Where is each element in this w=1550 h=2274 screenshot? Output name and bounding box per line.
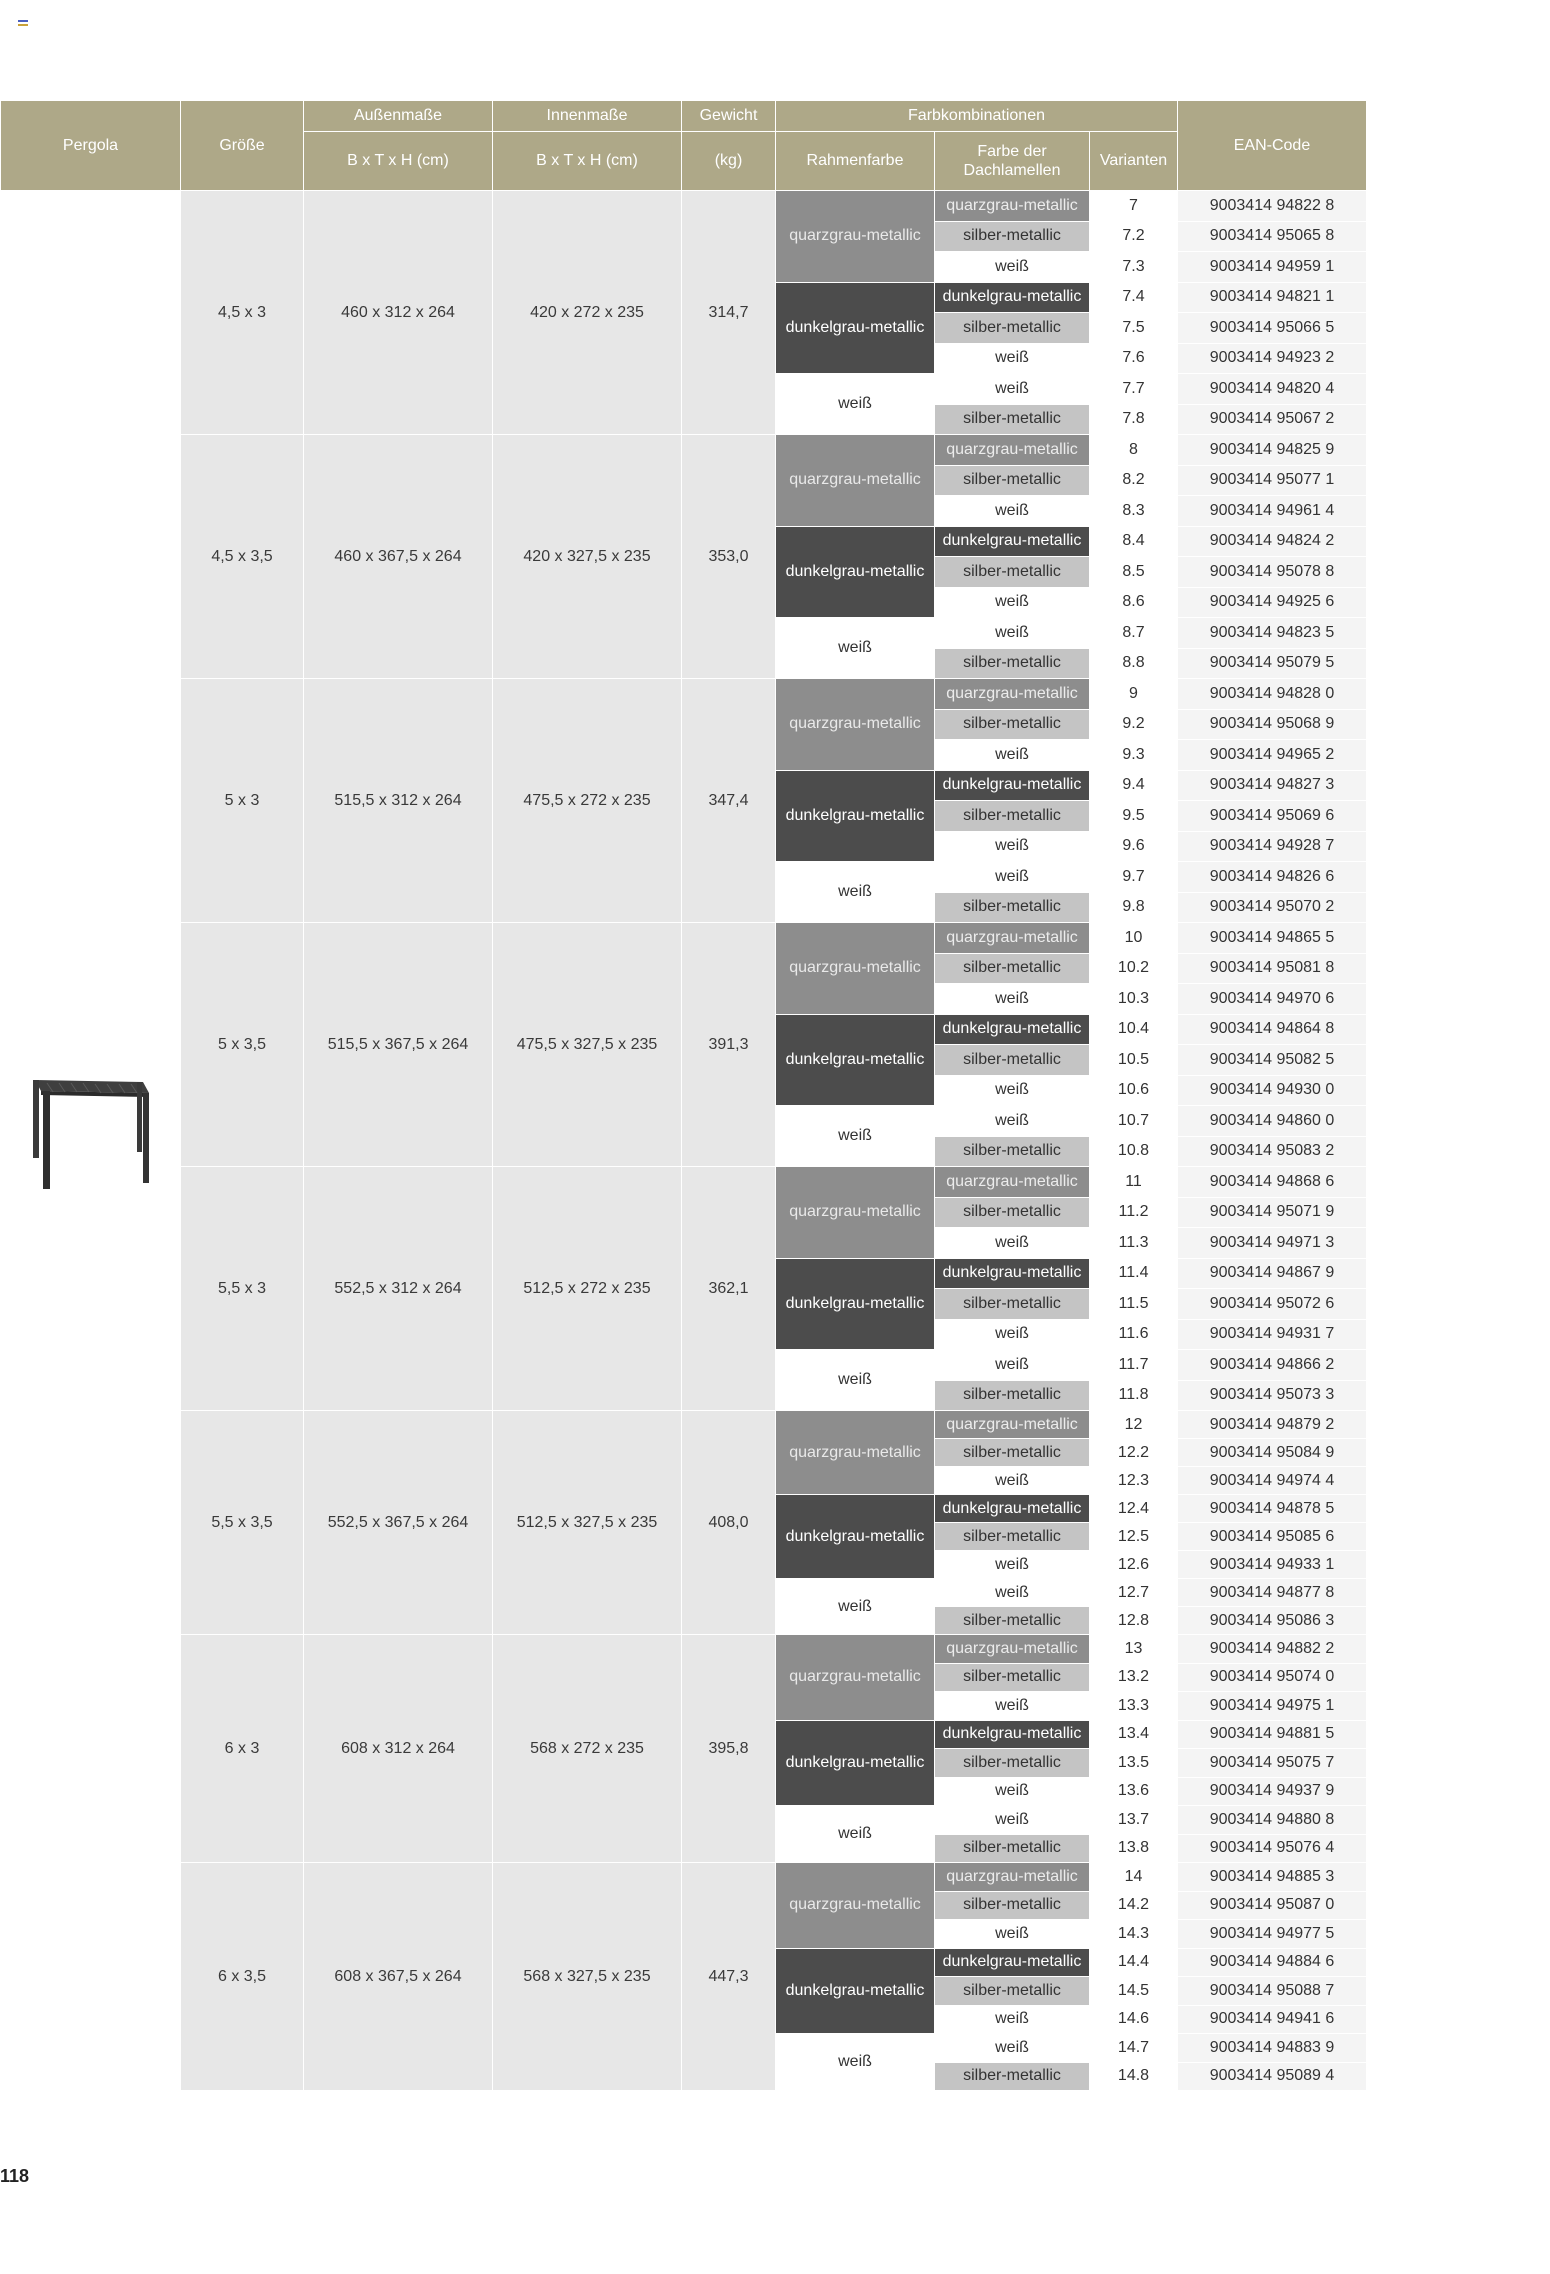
variant-cell: 12.5 (1090, 1523, 1178, 1551)
dachlamellen-cell: weiß (935, 862, 1090, 893)
dachlamellen-cell: dunkelgrau-metallic (935, 526, 1090, 557)
innen-cell: 420 x 327,5 x 235 (493, 435, 682, 679)
variant-cell: 11.4 (1090, 1258, 1178, 1289)
ean-cell: 9003414 95078 8 (1178, 557, 1367, 588)
gewicht-cell: 314,7 (682, 191, 776, 435)
header-farbkombinationen: Farbkombinationen (776, 101, 1178, 132)
ean-cell: 9003414 94877 8 (1178, 1579, 1367, 1607)
ean-cell: 9003414 95082 5 (1178, 1045, 1367, 1076)
ean-cell: 9003414 95065 8 (1178, 221, 1367, 252)
dachlamellen-cell: dunkelgrau-metallic (935, 1258, 1090, 1289)
variant-cell: 12.3 (1090, 1467, 1178, 1495)
variant-cell: 8 (1090, 435, 1178, 466)
gewicht-cell: 391,3 (682, 923, 776, 1167)
size-cell: 4,5 x 3,5 (181, 435, 304, 679)
size-cell: 6 x 3 (181, 1635, 304, 1863)
ean-cell: 9003414 94931 7 (1178, 1319, 1367, 1350)
rahmenfarbe-cell: quarzgrau-metallic (776, 1167, 935, 1259)
table-row (1, 679, 1367, 710)
menu-icon[interactable] (18, 20, 28, 28)
variant-cell: 10.4 (1090, 1014, 1178, 1045)
dachlamellen-cell: dunkelgrau-metallic (935, 1948, 1090, 1977)
dachlamellen-cell: silber-metallic (935, 1197, 1090, 1228)
dachlamellen-cell: silber-metallic (935, 1663, 1090, 1692)
variant-cell: 9.7 (1090, 862, 1178, 893)
dachlamellen-cell: weiß (935, 984, 1090, 1015)
variant-cell: 8.6 (1090, 587, 1178, 618)
variant-cell: 12.2 (1090, 1439, 1178, 1467)
dachlamellen-cell: weiß (935, 740, 1090, 771)
ean-cell: 9003414 94827 3 (1178, 770, 1367, 801)
ean-cell: 9003414 94822 8 (1178, 191, 1367, 222)
dachlamellen-cell: silber-metallic (935, 1834, 1090, 1863)
variant-cell: 7.8 (1090, 404, 1178, 435)
size-cell: 6 x 3,5 (181, 1863, 304, 2091)
dachlamellen-cell: silber-metallic (935, 953, 1090, 984)
dachlamellen-cell: silber-metallic (935, 1289, 1090, 1320)
dachlamellen-cell: weiß (935, 1075, 1090, 1106)
ean-cell: 9003414 94965 2 (1178, 740, 1367, 771)
dachlamellen-cell: silber-metallic (935, 2062, 1090, 2091)
header-gewicht-unit: (kg) (682, 132, 776, 191)
size-cell: 5,5 x 3,5 (181, 1411, 304, 1635)
table-row (1, 1635, 1367, 1664)
ean-cell: 9003414 94860 0 (1178, 1106, 1367, 1137)
rahmenfarbe-cell: weiß (776, 374, 935, 435)
gewicht-cell: 362,1 (682, 1167, 776, 1411)
variant-cell: 9.3 (1090, 740, 1178, 771)
rahmenfarbe-cell: weiß (776, 862, 935, 923)
dachlamellen-cell: silber-metallic (935, 709, 1090, 740)
ean-cell: 9003414 95077 1 (1178, 465, 1367, 496)
header-aussenmasse: Außenmaße (304, 101, 493, 132)
variant-cell: 11.5 (1090, 1289, 1178, 1320)
ean-cell: 9003414 95085 6 (1178, 1523, 1367, 1551)
dachlamellen-cell: quarzgrau-metallic (935, 435, 1090, 466)
innen-cell: 512,5 x 272 x 235 (493, 1167, 682, 1411)
variant-cell: 9.2 (1090, 709, 1178, 740)
variant-cell: 12 (1090, 1411, 1178, 1439)
dachlamellen-cell: silber-metallic (935, 1523, 1090, 1551)
rahmenfarbe-cell: quarzgrau-metallic (776, 435, 935, 527)
dachlamellen-cell: weiß (935, 831, 1090, 862)
ean-cell: 9003414 95073 3 (1178, 1380, 1367, 1411)
ean-cell: 9003414 95071 9 (1178, 1197, 1367, 1228)
dachlamellen-cell: weiß (935, 587, 1090, 618)
dachlamellen-cell: dunkelgrau-metallic (935, 1495, 1090, 1523)
variant-cell: 7 (1090, 191, 1178, 222)
ean-cell: 9003414 94828 0 (1178, 679, 1367, 710)
rahmenfarbe-cell: quarzgrau-metallic (776, 191, 935, 283)
variant-cell: 11.6 (1090, 1319, 1178, 1350)
variant-cell: 12.8 (1090, 1607, 1178, 1635)
dachlamellen-cell: weiß (935, 1579, 1090, 1607)
table-row (1, 923, 1367, 954)
variant-cell: 12.7 (1090, 1579, 1178, 1607)
variant-cell: 13.3 (1090, 1692, 1178, 1721)
ean-cell: 9003414 94824 2 (1178, 526, 1367, 557)
dachlamellen-cell: weiß (935, 1106, 1090, 1137)
variant-cell: 14.8 (1090, 2062, 1178, 2091)
ean-cell: 9003414 94930 0 (1178, 1075, 1367, 1106)
dachlamellen-cell: quarzgrau-metallic (935, 1863, 1090, 1892)
header-gewicht: Gewicht (682, 101, 776, 132)
dachlamellen-cell: quarzgrau-metallic (935, 679, 1090, 710)
dachlamellen-cell: silber-metallic (935, 221, 1090, 252)
size-cell: 5 x 3 (181, 679, 304, 923)
dachlamellen-cell: weiß (935, 252, 1090, 283)
variant-cell: 11 (1090, 1167, 1178, 1198)
variant-cell: 10.2 (1090, 953, 1178, 984)
dachlamellen-cell: weiß (935, 1551, 1090, 1579)
ean-cell: 9003414 94974 4 (1178, 1467, 1367, 1495)
header-pergola: Pergola (1, 101, 181, 191)
variant-cell: 11.8 (1090, 1380, 1178, 1411)
header-rahmenfarbe: Rahmenfarbe (776, 132, 935, 191)
variant-cell: 10.8 (1090, 1136, 1178, 1167)
dachlamellen-cell: silber-metallic (935, 1380, 1090, 1411)
innen-cell: 475,5 x 327,5 x 235 (493, 923, 682, 1167)
innen-cell: 568 x 272 x 235 (493, 1635, 682, 1863)
variant-cell: 10.5 (1090, 1045, 1178, 1076)
rahmenfarbe-cell: weiß (776, 1106, 935, 1167)
ean-cell: 9003414 95072 6 (1178, 1289, 1367, 1320)
ean-cell: 9003414 95067 2 (1178, 404, 1367, 435)
aussen-cell: 608 x 367,5 x 264 (304, 1863, 493, 2091)
ean-cell: 9003414 94868 6 (1178, 1167, 1367, 1198)
dachlamellen-cell: silber-metallic (935, 1439, 1090, 1467)
variant-cell: 14 (1090, 1863, 1178, 1892)
header-dachlamellen: Farbe der Dachlamellen (935, 132, 1090, 191)
rahmenfarbe-cell: dunkelgrau-metallic (776, 1948, 935, 2034)
dachlamellen-cell: silber-metallic (935, 1607, 1090, 1635)
gewicht-cell: 447,3 (682, 1863, 776, 2091)
variant-cell: 9.8 (1090, 892, 1178, 923)
variant-cell: 13.6 (1090, 1777, 1178, 1806)
rahmenfarbe-cell: dunkelgrau-metallic (776, 1495, 935, 1579)
dachlamellen-cell: weiß (935, 2034, 1090, 2063)
ean-cell: 9003414 94885 3 (1178, 1863, 1367, 1892)
rahmenfarbe-cell: quarzgrau-metallic (776, 1411, 935, 1495)
dachlamellen-cell: silber-metallic (935, 1891, 1090, 1920)
variant-cell: 7.4 (1090, 282, 1178, 313)
dachlamellen-cell: weiß (935, 1319, 1090, 1350)
dachlamellen-cell: silber-metallic (935, 648, 1090, 679)
pergola-product-image (25, 1075, 155, 1190)
size-cell: 4,5 x 3 (181, 191, 304, 435)
dachlamellen-cell: weiß (935, 2005, 1090, 2034)
gewicht-cell: 395,8 (682, 1635, 776, 1863)
ean-cell: 9003414 94937 9 (1178, 1777, 1367, 1806)
rahmenfarbe-cell: quarzgrau-metallic (776, 923, 935, 1015)
ean-cell: 9003414 95068 9 (1178, 709, 1367, 740)
aussen-cell: 552,5 x 312 x 264 (304, 1167, 493, 1411)
ean-cell: 9003414 94975 1 (1178, 1692, 1367, 1721)
variant-cell: 11.2 (1090, 1197, 1178, 1228)
ean-cell: 9003414 94959 1 (1178, 252, 1367, 283)
ean-cell: 9003414 94864 8 (1178, 1014, 1367, 1045)
variant-cell: 13 (1090, 1635, 1178, 1664)
rahmenfarbe-cell: weiß (776, 2034, 935, 2091)
innen-cell: 568 x 327,5 x 235 (493, 1863, 682, 2091)
ean-cell: 9003414 95079 5 (1178, 648, 1367, 679)
variant-cell: 13.2 (1090, 1663, 1178, 1692)
header-varianten: Varianten (1090, 132, 1178, 191)
dachlamellen-cell: weiß (935, 618, 1090, 649)
variant-cell: 7.3 (1090, 252, 1178, 283)
dachlamellen-cell: dunkelgrau-metallic (935, 770, 1090, 801)
ean-cell: 9003414 95088 7 (1178, 1977, 1367, 2006)
dachlamellen-cell: silber-metallic (935, 404, 1090, 435)
variant-cell: 9 (1090, 679, 1178, 710)
ean-cell: 9003414 94925 6 (1178, 587, 1367, 618)
dachlamellen-cell: quarzgrau-metallic (935, 1411, 1090, 1439)
ean-cell: 9003414 94878 5 (1178, 1495, 1367, 1523)
variant-cell: 11.7 (1090, 1350, 1178, 1381)
ean-cell: 9003414 95075 7 (1178, 1749, 1367, 1778)
variant-cell: 12.6 (1090, 1551, 1178, 1579)
variant-cell: 8.7 (1090, 618, 1178, 649)
ean-cell: 9003414 95083 2 (1178, 1136, 1367, 1167)
rahmenfarbe-cell: quarzgrau-metallic (776, 679, 935, 771)
pergola-spec-table (0, 100, 1367, 2091)
ean-cell: 9003414 94879 2 (1178, 1411, 1367, 1439)
variant-cell: 7.6 (1090, 343, 1178, 374)
aussen-cell: 515,5 x 312 x 264 (304, 679, 493, 923)
size-cell: 5,5 x 3 (181, 1167, 304, 1411)
dachlamellen-cell: weiß (935, 1467, 1090, 1495)
variant-cell: 10.3 (1090, 984, 1178, 1015)
dachlamellen-cell: weiß (935, 1777, 1090, 1806)
dachlamellen-cell: silber-metallic (935, 801, 1090, 832)
aussen-cell: 608 x 312 x 264 (304, 1635, 493, 1863)
ean-cell: 9003414 95081 8 (1178, 953, 1367, 984)
page-number: 118 (0, 2166, 30, 2186)
variant-cell: 10.6 (1090, 1075, 1178, 1106)
innen-cell: 420 x 272 x 235 (493, 191, 682, 435)
variant-cell: 14.2 (1090, 1891, 1178, 1920)
header-aussen-unit: B x T x H (cm) (304, 132, 493, 191)
ean-cell: 9003414 95084 9 (1178, 1439, 1367, 1467)
rahmenfarbe-cell: quarzgrau-metallic (776, 1863, 935, 1949)
table-row (1, 1167, 1367, 1198)
ean-cell: 9003414 94883 9 (1178, 2034, 1367, 2063)
dachlamellen-cell: dunkelgrau-metallic (935, 1720, 1090, 1749)
variant-cell: 7.5 (1090, 313, 1178, 344)
ean-cell: 9003414 94826 6 (1178, 862, 1367, 893)
ean-cell: 9003414 94970 6 (1178, 984, 1367, 1015)
dachlamellen-cell: quarzgrau-metallic (935, 1635, 1090, 1664)
variant-cell: 8.5 (1090, 557, 1178, 588)
variant-cell: 9.5 (1090, 801, 1178, 832)
table-row (1, 435, 1367, 466)
ean-cell: 9003414 94821 1 (1178, 282, 1367, 313)
table-row (1, 1863, 1367, 1892)
header-innenmasse: Innenmaße (493, 101, 682, 132)
rahmenfarbe-cell: dunkelgrau-metallic (776, 1258, 935, 1350)
dachlamellen-cell: dunkelgrau-metallic (935, 282, 1090, 313)
variant-cell: 8.3 (1090, 496, 1178, 527)
ean-cell: 9003414 94971 3 (1178, 1228, 1367, 1259)
variant-cell: 9.4 (1090, 770, 1178, 801)
variant-cell: 13.8 (1090, 1834, 1178, 1863)
ean-cell: 9003414 94882 2 (1178, 1635, 1367, 1664)
aussen-cell: 552,5 x 367,5 x 264 (304, 1411, 493, 1635)
ean-cell: 9003414 94825 9 (1178, 435, 1367, 466)
rahmenfarbe-cell: weiß (776, 1579, 935, 1635)
ean-cell: 9003414 95069 6 (1178, 801, 1367, 832)
dachlamellen-cell: weiß (935, 374, 1090, 405)
dachlamellen-cell: silber-metallic (935, 892, 1090, 923)
ean-cell: 9003414 94823 5 (1178, 618, 1367, 649)
ean-cell: 9003414 94881 5 (1178, 1720, 1367, 1749)
dachlamellen-cell: silber-metallic (935, 1136, 1090, 1167)
rahmenfarbe-cell: weiß (776, 1350, 935, 1411)
variant-cell: 7.7 (1090, 374, 1178, 405)
variant-cell: 14.6 (1090, 2005, 1178, 2034)
variant-cell: 14.5 (1090, 1977, 1178, 2006)
gewicht-cell: 347,4 (682, 679, 776, 923)
variant-cell: 12.4 (1090, 1495, 1178, 1523)
ean-cell: 9003414 94961 4 (1178, 496, 1367, 527)
ean-cell: 9003414 94923 2 (1178, 343, 1367, 374)
ean-cell: 9003414 95089 4 (1178, 2062, 1367, 2091)
rahmenfarbe-cell: weiß (776, 618, 935, 679)
ean-cell: 9003414 94820 4 (1178, 374, 1367, 405)
dachlamellen-cell: quarzgrau-metallic (935, 191, 1090, 222)
variant-cell: 14.4 (1090, 1948, 1178, 1977)
table-row (1, 1411, 1367, 1439)
ean-cell: 9003414 94928 7 (1178, 831, 1367, 862)
ean-cell: 9003414 94977 5 (1178, 1920, 1367, 1949)
innen-cell: 475,5 x 272 x 235 (493, 679, 682, 923)
dachlamellen-cell: weiß (935, 1350, 1090, 1381)
size-cell: 5 x 3,5 (181, 923, 304, 1167)
ean-cell: 9003414 94866 2 (1178, 1350, 1367, 1381)
dachlamellen-cell: weiß (935, 1806, 1090, 1835)
dachlamellen-cell: weiß (935, 1920, 1090, 1949)
rahmenfarbe-cell: dunkelgrau-metallic (776, 1014, 935, 1106)
ean-cell: 9003414 94884 6 (1178, 1948, 1367, 1977)
rahmenfarbe-cell: dunkelgrau-metallic (776, 282, 935, 374)
gewicht-cell: 408,0 (682, 1411, 776, 1635)
ean-cell: 9003414 95074 0 (1178, 1663, 1367, 1692)
ean-cell: 9003414 94933 1 (1178, 1551, 1367, 1579)
variant-cell: 13.5 (1090, 1749, 1178, 1778)
ean-cell: 9003414 94867 9 (1178, 1258, 1367, 1289)
variant-cell: 7.2 (1090, 221, 1178, 252)
rahmenfarbe-cell: dunkelgrau-metallic (776, 770, 935, 862)
dachlamellen-cell: dunkelgrau-metallic (935, 1014, 1090, 1045)
header-groesse: Größe (181, 101, 304, 191)
rahmenfarbe-cell: weiß (776, 1806, 935, 1863)
aussen-cell: 460 x 312 x 264 (304, 191, 493, 435)
rahmenfarbe-cell: dunkelgrau-metallic (776, 526, 935, 618)
aussen-cell: 460 x 367,5 x 264 (304, 435, 493, 679)
variant-cell: 14.7 (1090, 2034, 1178, 2063)
ean-cell: 9003414 94865 5 (1178, 923, 1367, 954)
ean-cell: 9003414 94880 8 (1178, 1806, 1367, 1835)
variant-cell: 13.7 (1090, 1806, 1178, 1835)
variant-cell: 10 (1090, 923, 1178, 954)
variant-cell: 11.3 (1090, 1228, 1178, 1259)
rahmenfarbe-cell: quarzgrau-metallic (776, 1635, 935, 1721)
ean-cell: 9003414 95076 4 (1178, 1834, 1367, 1863)
variant-cell: 14.3 (1090, 1920, 1178, 1949)
dachlamellen-cell: silber-metallic (935, 1045, 1090, 1076)
ean-cell: 9003414 95070 2 (1178, 892, 1367, 923)
variant-cell: 9.6 (1090, 831, 1178, 862)
dachlamellen-cell: weiß (935, 1692, 1090, 1721)
dachlamellen-cell: weiß (935, 496, 1090, 527)
dachlamellen-cell: silber-metallic (935, 1977, 1090, 2006)
dachlamellen-cell: silber-metallic (935, 557, 1090, 588)
variant-cell: 10.7 (1090, 1106, 1178, 1137)
header-ean: EAN-Code (1178, 101, 1367, 191)
ean-cell: 9003414 95087 0 (1178, 1891, 1367, 1920)
variant-cell: 13.4 (1090, 1720, 1178, 1749)
dachlamellen-cell: weiß (935, 343, 1090, 374)
dachlamellen-cell: silber-metallic (935, 313, 1090, 344)
header-innen-unit: B x T x H (cm) (493, 132, 682, 191)
aussen-cell: 515,5 x 367,5 x 264 (304, 923, 493, 1167)
dachlamellen-cell: quarzgrau-metallic (935, 1167, 1090, 1198)
variant-cell: 8.8 (1090, 648, 1178, 679)
ean-cell: 9003414 94941 6 (1178, 2005, 1367, 2034)
variant-cell: 8.4 (1090, 526, 1178, 557)
dachlamellen-cell: silber-metallic (935, 1749, 1090, 1778)
variant-cell: 8.2 (1090, 465, 1178, 496)
gewicht-cell: 353,0 (682, 435, 776, 679)
ean-cell: 9003414 95086 3 (1178, 1607, 1367, 1635)
dachlamellen-cell: silber-metallic (935, 465, 1090, 496)
rahmenfarbe-cell: dunkelgrau-metallic (776, 1720, 935, 1806)
dachlamellen-cell: weiß (935, 1228, 1090, 1259)
dachlamellen-cell: quarzgrau-metallic (935, 923, 1090, 954)
table-row (1, 191, 1367, 222)
innen-cell: 512,5 x 327,5 x 235 (493, 1411, 682, 1635)
ean-cell: 9003414 95066 5 (1178, 313, 1367, 344)
